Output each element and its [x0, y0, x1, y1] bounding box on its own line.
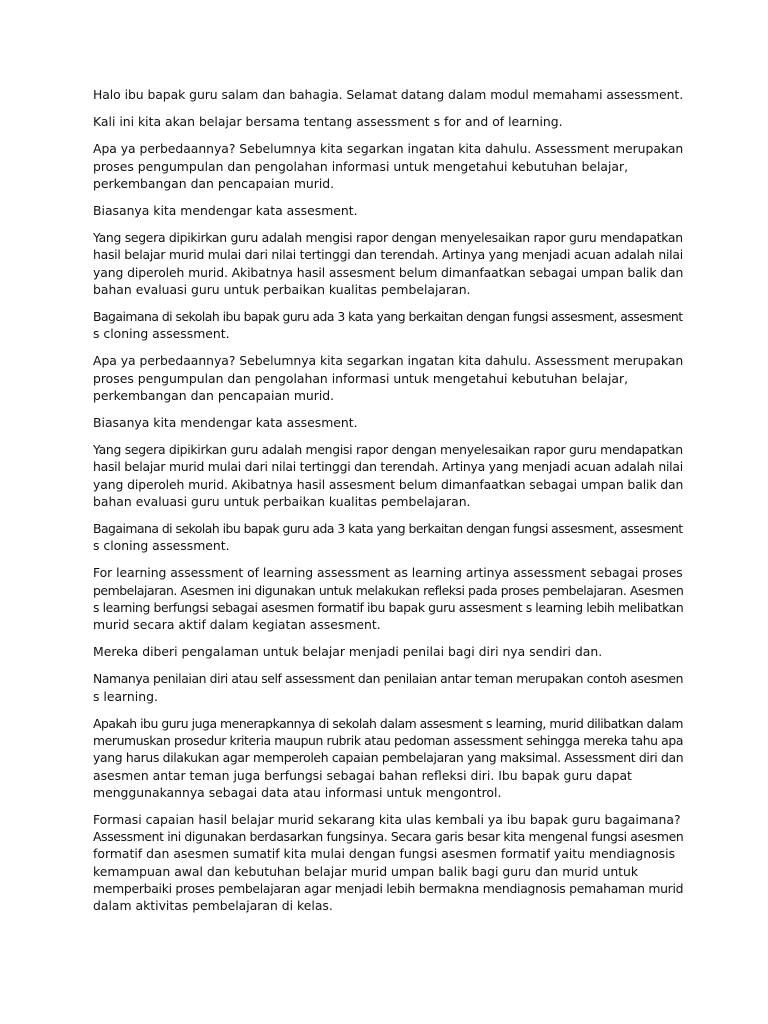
- text-line: s cloning assessment.: [93, 538, 230, 554]
- text-line: hasil belajar murid mulai dari nilai tertinggi dan terendah. Artinya yang menjadi acuan adalah nilai: [93, 459, 683, 475]
- document-body: [93, 86, 683, 924]
- text-line: pembelajaran. Asesmen ini digunakan untuk melakukan refleksi pada proses pembelajaran. Asesmen: [93, 582, 684, 598]
- text-line: Bagaimana di sekolah ibu bapak guru ada 3 kata yang berkaitan dengan fungsi assesment, assesment: [93, 309, 683, 325]
- text-line: bahan evaluasi guru untuk perbaikan kualitas pembelajaran.: [93, 493, 471, 509]
- text-line: Halo ibu bapak guru salam dan bahagia. Selamat datang dalam modul memahami assessment.: [93, 87, 684, 102]
- paragraph: [93, 441, 683, 510]
- paragraph: [93, 520, 683, 554]
- paragraph: [93, 670, 683, 704]
- paragraph: [93, 229, 683, 298]
- paragraph: [93, 308, 683, 342]
- text-line: For learning assessment of learning assessment as learning artinya assessment sebagai proses: [93, 565, 683, 581]
- text-line: formatif dan asesmen sumatif kita mulai dengan fungsi asesmen formatif yaitu mendiagnosis: [93, 846, 676, 862]
- text-line: memperbaiki proses pembelajaran agar menjadi lebih bermakna mendiagnosis pemahaman murid: [93, 880, 684, 896]
- text-line: Biasanya kita mendengar kata assesment.: [93, 203, 358, 219]
- text-line: perkembangan dan pencapaian murid.: [93, 175, 335, 191]
- text-line: Biasanya kita mendengar kata assesment.: [93, 415, 358, 431]
- text-line: kemampuan awal dan kebutuhan belajar murid umpan balik bagi guru dan murid untuk: [93, 863, 639, 879]
- paragraph: [93, 811, 683, 914]
- text-line: Namanya penilaian diri atau self assessment dan penilaian antar teman merupakan contoh asesmen: [93, 671, 684, 687]
- text-line: yang harus dilakukan agar memperoleh capaian pembelajaran yang maksimal. Assessment diri dan: [93, 750, 684, 766]
- text-line: Apa ya perbedaannya? Sebelumnya kita segarkan ingatan kita dahulu. Assessment merupakan: [93, 141, 684, 157]
- text-line: Assessment ini digunakan berdasarkan fungsinya. Secara garis besar kita mengenal fungsi asesmen: [93, 829, 684, 845]
- text-line: dalam aktivitas pembelajaran di kelas.: [93, 897, 333, 913]
- text-line: Yang segera dipikirkan guru adalah mengisi rapor dengan menyelesaikan rapor guru mendapatkan: [93, 442, 683, 458]
- paragraph: [93, 715, 683, 801]
- paragraph: [93, 202, 683, 219]
- text-line: Mereka diberi pengalaman untuk belajar menjadi penilai bagi diri nya sendiri dan.: [93, 644, 603, 660]
- text-line: Yang segera dipikirkan guru adalah mengisi rapor dengan menyelesaikan rapor guru mendapatkan: [93, 230, 683, 246]
- text-line: proses pengumpulan dan pengolahan informasi untuk mengetahui kebutuhan belajar,: [93, 370, 629, 386]
- paragraph: [93, 86, 683, 103]
- text-line: Formasi capaian hasil belajar murid sekarang kita ulas kembali ya ibu bapak guru bagaimana?: [93, 811, 681, 827]
- paragraph: [93, 140, 683, 192]
- text-line: Apa ya perbedaannya? Sebelumnya kita segarkan ingatan kita dahulu. Assessment merupakan: [93, 353, 684, 369]
- text-line: s learning.: [93, 688, 158, 704]
- text-line: perkembangan dan pencapaian murid.: [93, 387, 335, 403]
- paragraph: [93, 414, 683, 431]
- text-line: proses pengumpulan dan pengolahan informasi untuk mengetahui kebutuhan belajar,: [93, 158, 629, 174]
- text-line: yang diperoleh murid. Akibatnya hasil assesment belum dimanfaatkan sebagai umpan balik dan: [93, 476, 684, 492]
- text-line: yang diperoleh murid. Akibatnya hasil assesment belum dimanfaatkan sebagai umpan balik dan: [93, 264, 684, 280]
- paragraph: [93, 643, 683, 660]
- text-line: s learning berfungsi sebagai asesmen formatif ibu bapak guru assesment s learning lebih melibatkan: [93, 599, 684, 615]
- paragraph: [93, 113, 683, 130]
- text-line: Kali ini kita akan belajar bersama tentang assessment s for and of learning.: [93, 114, 563, 130]
- text-line: menggunakannya sebagai data atau informasi untuk mengontrol.: [93, 784, 502, 800]
- text-line: bahan evaluasi guru untuk perbaikan kualitas pembelajaran.: [93, 281, 471, 297]
- text-line: Bagaimana di sekolah ibu bapak guru ada 3 kata yang berkaitan dengan fungsi assesment, assesment: [93, 521, 683, 537]
- paragraph: [93, 564, 683, 633]
- paragraph: [93, 352, 683, 404]
- text-line: hasil belajar murid mulai dari nilai tertinggi dan terendah. Artinya yang menjadi acuan adalah nilai: [93, 247, 683, 263]
- text-line: Apakah ibu guru juga menerapkannya di sekolah dalam assesment s learning, murid dilibatkan dalam: [93, 715, 683, 731]
- text-line: merumuskan prosedur kriteria maupun rubrik atau pedoman assessment sehingga mereka tahu apa: [93, 733, 684, 749]
- text-line: murid secara aktif dalam kegiatan assesment.: [93, 617, 381, 633]
- text-line: s cloning assessment.: [93, 326, 230, 342]
- text-line: asesmen antar teman juga berfungsi sebagai bahan refleksi diri. Ibu bapak guru dapat: [93, 767, 632, 783]
